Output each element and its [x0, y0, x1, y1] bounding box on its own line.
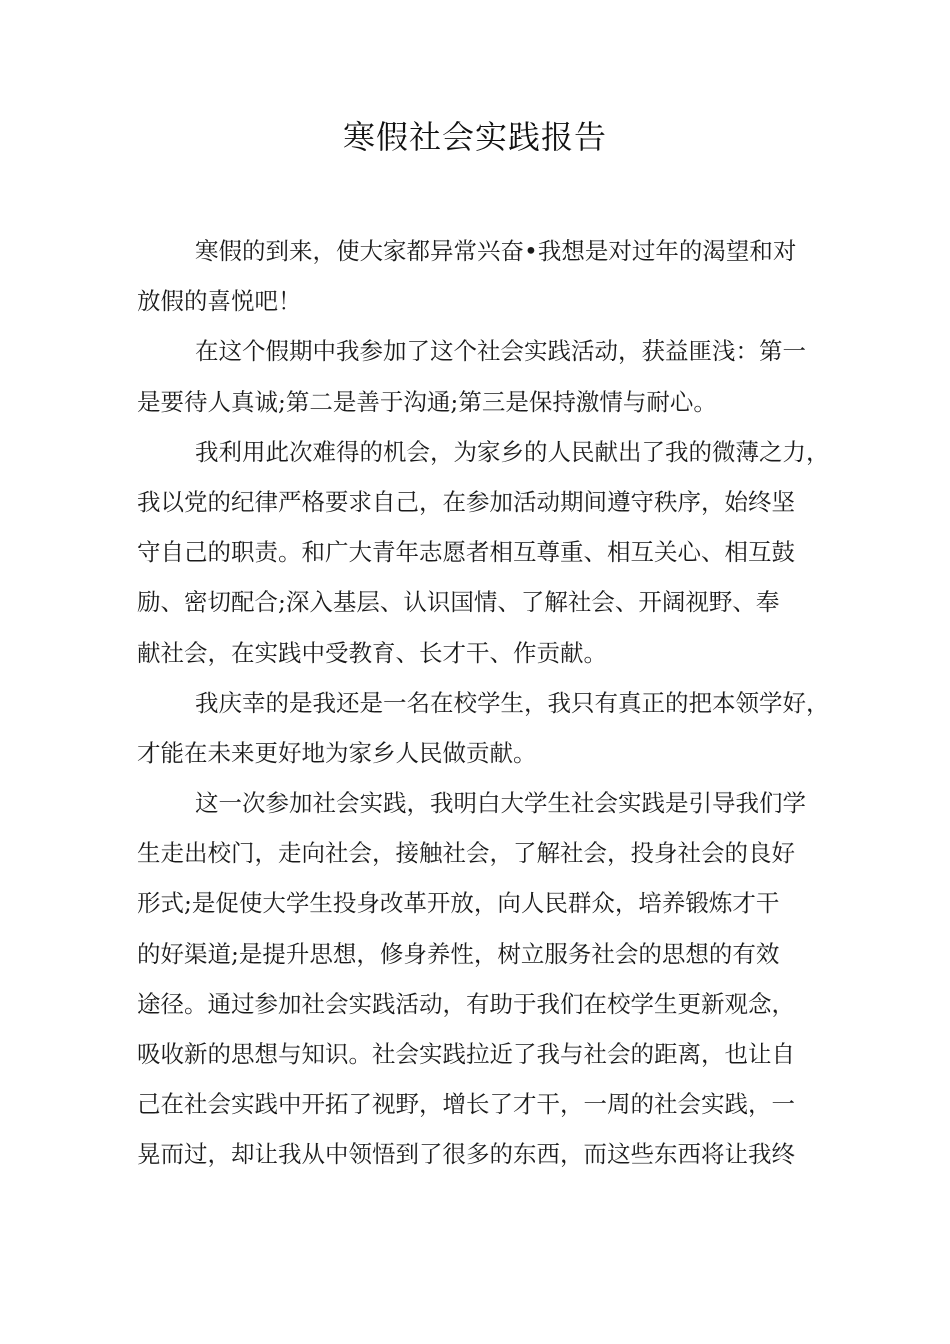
paragraph-line: 在这个假期中我参加了这个社会实践活动，获益匪浅：第一 — [195, 337, 806, 366]
paragraph-line: 形式;是促使大学生投身改革开放，向人民群众，培养锻炼才干 — [137, 889, 780, 918]
paragraph-line: 我利用此次难得的机会，为家乡的人民献出了我的微薄之力， — [195, 437, 830, 466]
paragraph-line: 寒假的到来，使大家都异常兴奋•我想是对过年的渴望和对 — [195, 237, 797, 265]
paragraph-line: 我以党的纪律严格要求自己，在参加活动期间遵守秩序，始终坚 — [137, 487, 795, 516]
paragraph-line: 途径。通过参加社会实践活动，有助于我们在校学生更新观念， — [137, 989, 795, 1018]
paragraph-line: 励、密切配合;深入基层、认识国情、了解社会、开阔视野、奉 — [137, 588, 780, 617]
document-title: 寒假社会实践报告 — [342, 118, 607, 156]
paragraph-line: 是要待人真诚;第二是善于沟通;第三是保持激情与耐心。 — [137, 387, 717, 416]
paragraph-line: 我庆幸的是我还是一名在校学生，我只有真正的把本领学好， — [195, 688, 830, 717]
paragraph-line: 才能在未来更好地为家乡人民做贡献。 — [137, 738, 537, 767]
paragraph-line: 晃而过，却让我从中领悟到了很多的东西，而这些东西将让我终 — [137, 1140, 795, 1169]
paragraph-line: 放假的喜悦吧！ — [137, 287, 302, 316]
paragraph-line: 的好渠道;是提升思想，修身养性，树立服务社会的思想的有效 — [137, 939, 780, 968]
paragraph-line: 生走出校门，走向社会，接触社会，了解社会，投身社会的良好 — [137, 839, 795, 868]
paragraph-line: 这一次参加社会实践，我明白大学生社会实践是引导我们学 — [195, 789, 806, 818]
paragraph-line: 守自己的职责。和广大青年志愿者相互尊重、相互关心、相互鼓 — [137, 538, 795, 567]
paragraph-line: 吸收新的思想与知识。社会实践拉近了我与社会的距离，也让自 — [137, 1040, 795, 1068]
document-body — [137, 226, 857, 1180]
paragraph-line: 己在社会实践中开拓了视野，增长了才干，一周的社会实践，一 — [137, 1090, 795, 1119]
paragraph-line: 献社会，在实践中受教育、长才干、作贡献。 — [137, 638, 607, 667]
